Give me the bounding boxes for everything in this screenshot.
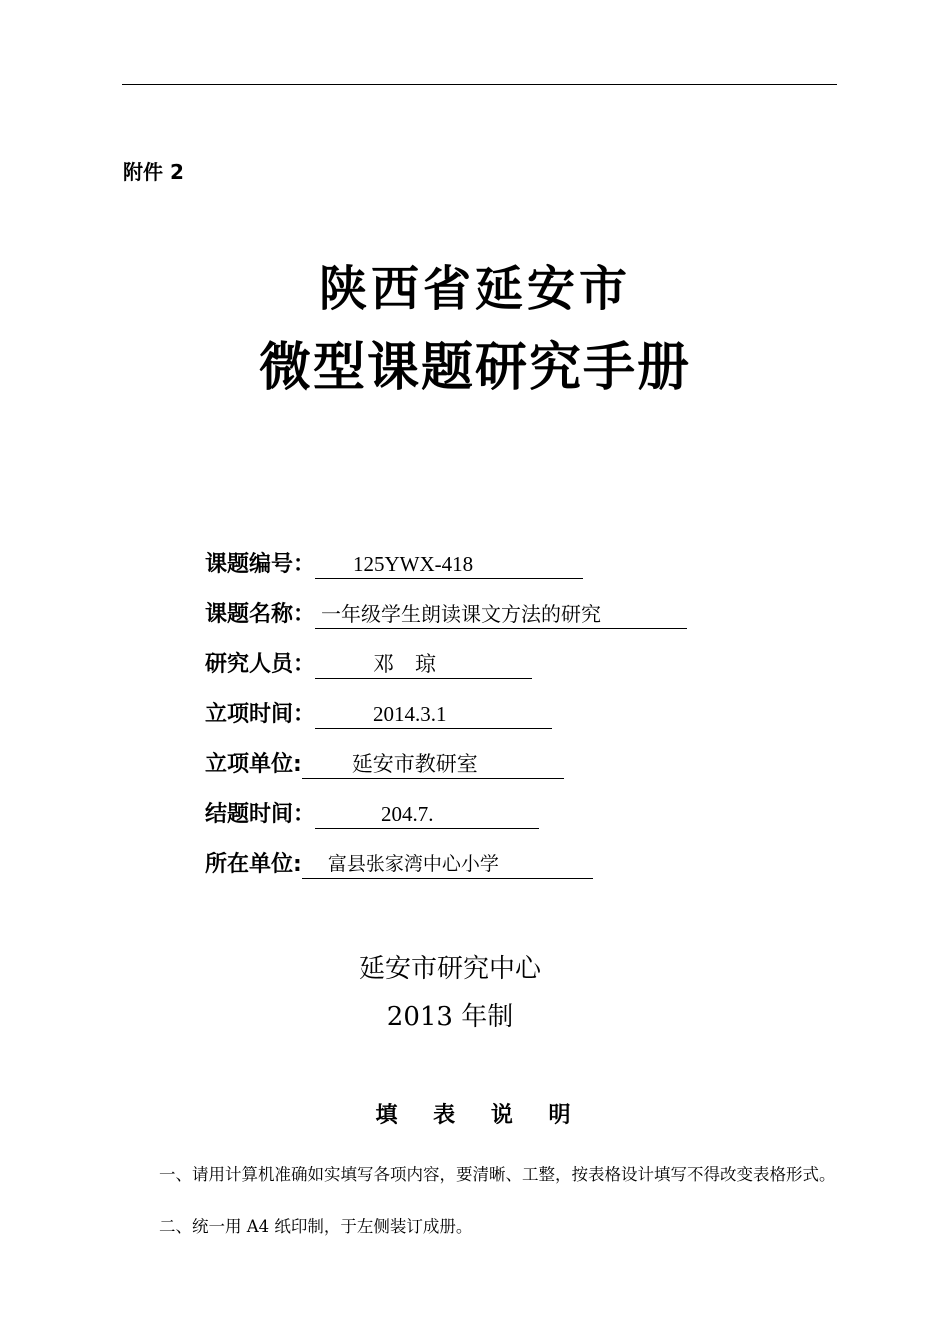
publisher-name: 延安市研究中心	[358, 954, 541, 984]
field-value: 125YWX-418	[315, 550, 583, 579]
header-rule	[122, 84, 837, 85]
document-title-line2: 微型课题研究手册	[258, 338, 691, 398]
field-label: 所在单位:	[205, 852, 302, 877]
field-label: 立项单位:	[205, 752, 302, 777]
field-researcher	[205, 650, 687, 700]
attachment-label: 附件 2	[123, 160, 184, 184]
field-end-date	[205, 800, 687, 850]
field-value: 一年级学生朗读课文方法的研究	[315, 600, 687, 629]
field-value: 2014.3.1	[315, 700, 552, 729]
field-value: 富县张家湾中心小学	[302, 850, 593, 879]
project-info-fields	[205, 550, 687, 900]
field-approving-unit	[205, 750, 687, 800]
field-label: 课题名称：	[205, 602, 316, 627]
field-start-date	[205, 700, 687, 750]
instruction-item-1: 一、请用计算机准确如实填写各项内容，要清晰、工整，按表格设计填写不得改变表格形式。	[159, 1165, 836, 1184]
field-label: 立项时间：	[205, 702, 316, 727]
field-value: 204.7.	[315, 800, 539, 829]
field-project-number	[205, 550, 687, 600]
field-value: 延安市教研室	[302, 750, 564, 779]
publisher-year: 2013 年制	[386, 1002, 514, 1032]
field-project-name	[205, 600, 687, 650]
field-label: 课题编号：	[205, 552, 316, 577]
field-value: 邓 琼	[315, 650, 532, 679]
instruction-item-2: 二、统一用 A4 纸印制，于左侧装订成册。	[159, 1217, 473, 1236]
instructions-title: 填 表 说 明	[375, 1103, 585, 1128]
document-title-line1: 陕西省延安市	[318, 261, 631, 317]
field-school	[205, 850, 687, 900]
field-label: 研究人员：	[205, 652, 316, 677]
field-label: 结题时间：	[205, 802, 316, 827]
